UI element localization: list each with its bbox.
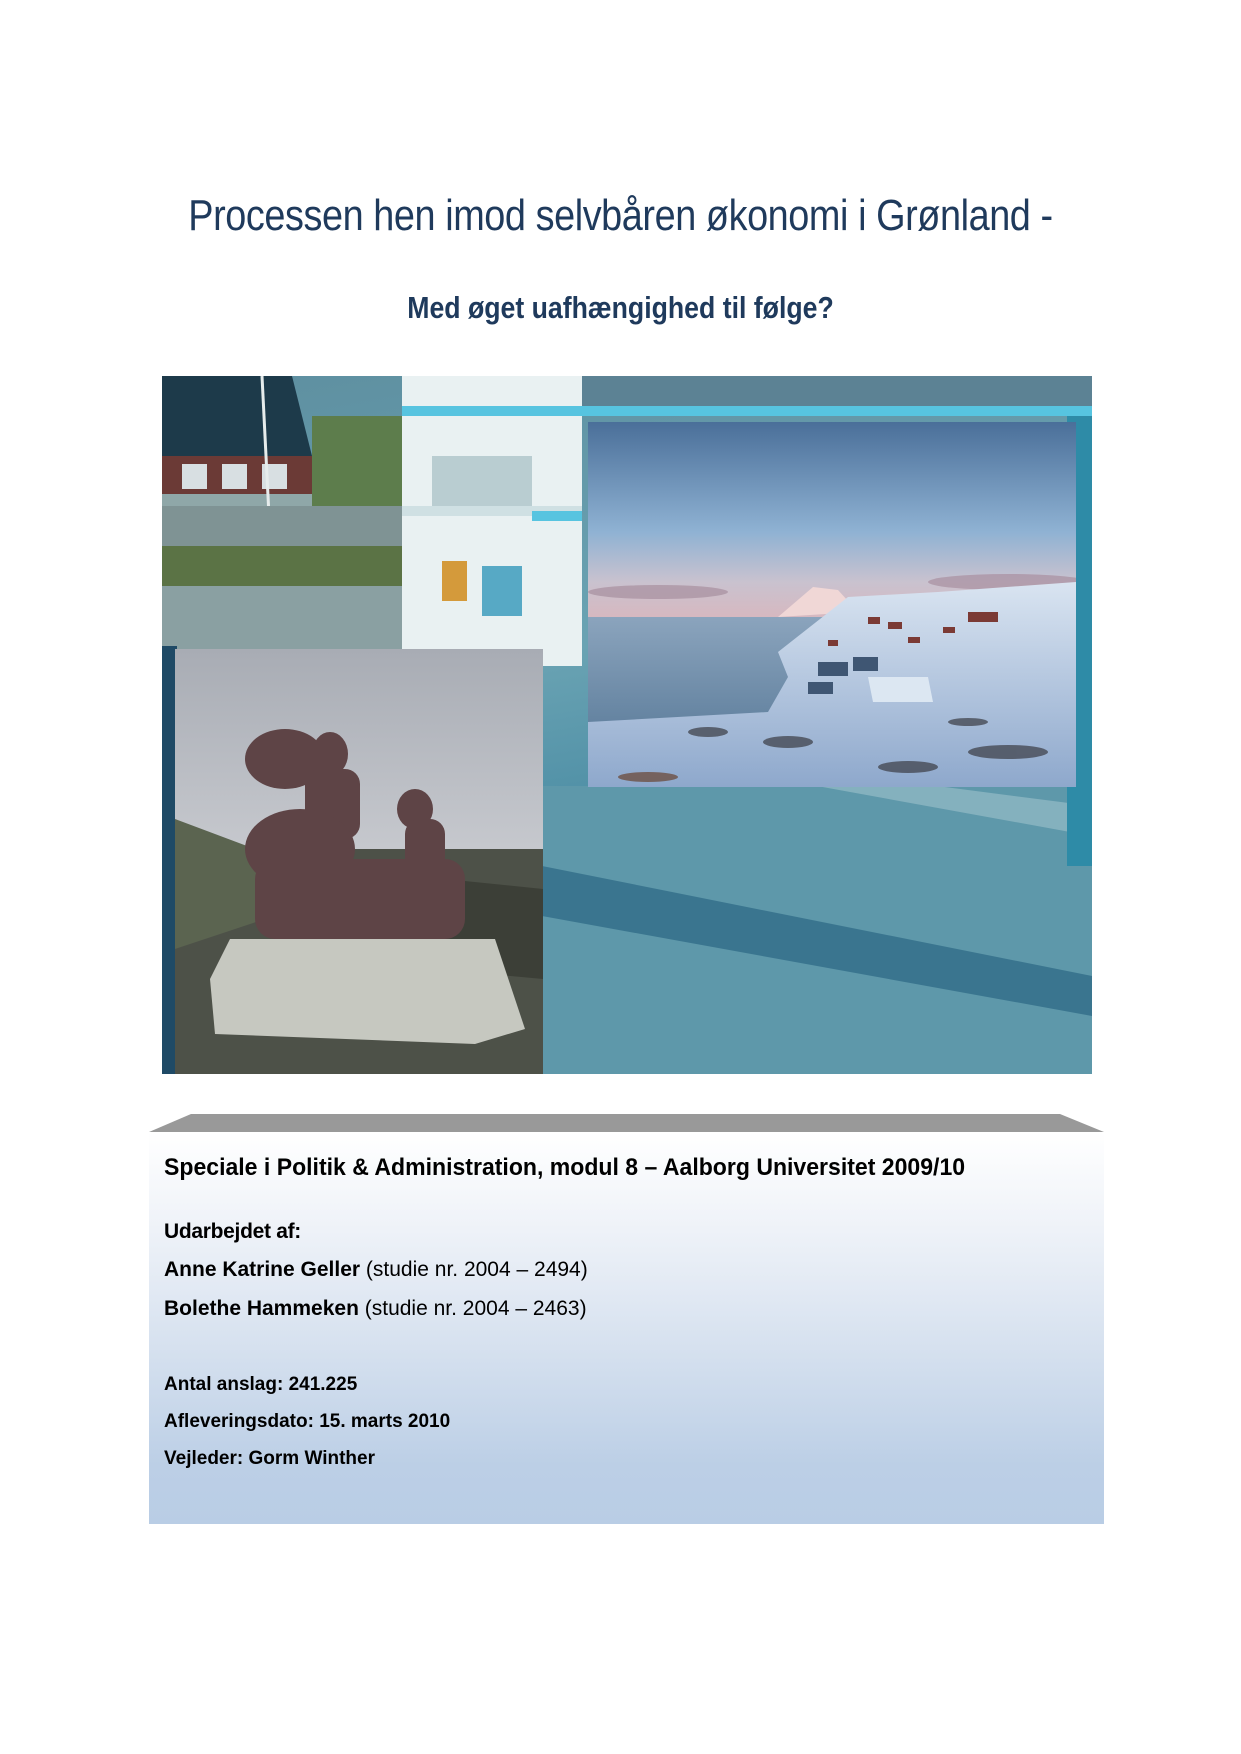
- author-name: Anne Katrine Geller: [164, 1258, 361, 1281]
- character-count: Antal anslag: 241.225: [164, 1374, 358, 1395]
- landscape-photo: [588, 422, 1076, 787]
- sculpture-image: [175, 649, 543, 1074]
- prepared-by-label: Udarbejdet af:: [164, 1220, 301, 1243]
- photo-collage: [162, 376, 1092, 1074]
- supervisor: Vejleder: Gorm Winther: [164, 1448, 375, 1469]
- author-line: [164, 1258, 588, 1282]
- author-student-number: (studie nr. 2004 – 2494): [360, 1258, 588, 1281]
- statue-photo: [175, 649, 543, 1074]
- author-name: Bolethe Hammeken: [164, 1297, 359, 1320]
- info-box-bevel: [149, 1114, 1104, 1132]
- page-subtitle: Med øget uafhængighed til følge?: [407, 290, 834, 325]
- program-line: Speciale i Politik & Administration, modul 8 – Aalborg Universitet 2009/10: [164, 1154, 966, 1181]
- page-title: Processen hen imod selvbåren økonomi i Grønland -: [188, 191, 1053, 240]
- submission-date: Afleveringsdato: 15. marts 2010: [164, 1411, 451, 1432]
- author-student-number: (studie nr. 2004 – 2463): [358, 1297, 587, 1320]
- author-line: [164, 1297, 587, 1321]
- snowy-town-image: [588, 422, 1076, 787]
- info-box: [149, 1132, 1104, 1524]
